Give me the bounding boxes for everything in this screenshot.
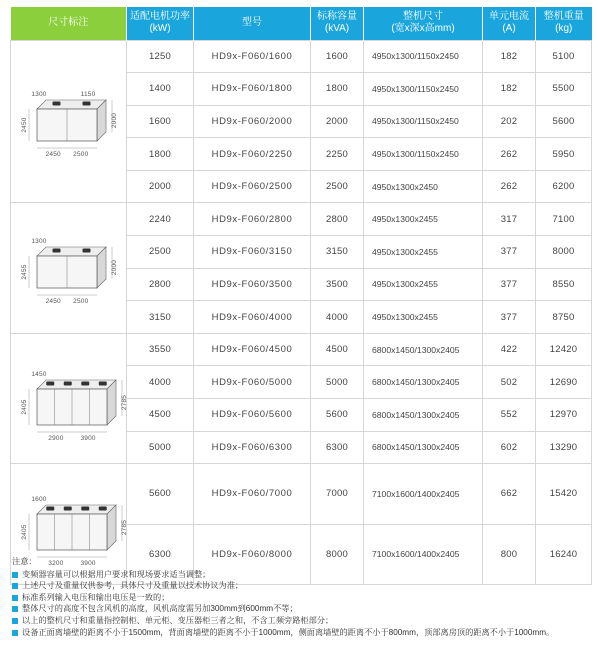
cell-current: 422 [483, 333, 536, 366]
note-item [12, 569, 588, 581]
header-capacity: 标称容量 (kVA) [311, 7, 364, 40]
cell-model: HD9x-F060/3150 [194, 236, 311, 269]
cell-weight: 16240 [536, 524, 592, 585]
dimension-height-right: 2785 [120, 394, 128, 410]
dimension-bottom-left: 3200 [47, 560, 64, 568]
dimension-height-left: 2455 [20, 264, 28, 280]
note-item [12, 592, 588, 604]
note-text: 标准系列输入电压和输出电压是一致的； [22, 592, 170, 602]
cell-weight: 5600 [536, 105, 592, 138]
cell-power: 4500 [127, 399, 194, 432]
cabinet-drawing-cell [11, 40, 127, 203]
header-weight: 整机重量 (kg) [536, 7, 592, 40]
dimension-bottom-right: 3900 [79, 434, 96, 442]
cabinet-drawing [13, 208, 125, 328]
cell-model: HD9x-F060/5600 [194, 399, 311, 432]
cell-power: 1800 [127, 138, 194, 171]
cell-dimension: 7100x1600/1400x2405 [364, 524, 483, 585]
note-item [12, 627, 588, 639]
cell-weight: 6200 [536, 170, 592, 203]
note-text: 上述尺寸及重量仅供参考，具体尺寸及重量以技术协议为准； [22, 581, 244, 591]
cell-power: 3550 [127, 333, 194, 366]
dimension-top-width: 1450 [30, 370, 47, 378]
cell-model: HD9x-F060/5000 [194, 366, 311, 399]
cell-power: 1400 [127, 73, 194, 106]
cell-power: 2800 [127, 268, 194, 301]
dimension-bottom-left: 2450 [45, 298, 61, 306]
dimension-height-right: 2000 [110, 113, 118, 129]
cell-capacity: 4500 [311, 333, 364, 366]
cell-current: 552 [483, 399, 536, 432]
cell-weight: 12420 [536, 333, 592, 366]
cell-current: 182 [483, 40, 536, 73]
cell-power: 4000 [127, 366, 194, 399]
cell-capacity: 4000 [311, 301, 364, 334]
cell-current: 262 [483, 138, 536, 171]
square-bullet-icon [12, 595, 18, 601]
cell-model: HD9x-F060/4000 [194, 301, 311, 334]
dimension-bottom-right: 3900 [79, 560, 96, 568]
notes-list [12, 569, 588, 639]
table-row [11, 333, 592, 366]
cell-power: 2000 [127, 170, 194, 203]
cell-current: 377 [483, 301, 536, 334]
notes [12, 556, 588, 638]
cell-current: 182 [483, 73, 536, 106]
square-bullet-icon [12, 606, 18, 612]
cell-weight: 12970 [536, 399, 592, 432]
cell-model: HD9x-F060/2500 [194, 170, 311, 203]
cell-power: 2500 [127, 236, 194, 269]
cell-current: 262 [483, 170, 536, 203]
cell-model: HD9x-F060/1600 [194, 40, 311, 73]
cell-model: HD9x-F060/2000 [194, 105, 311, 138]
cell-capacity: 8000 [311, 524, 364, 585]
dimension-top-width: 1600 [30, 496, 47, 504]
cell-current: 800 [483, 524, 536, 585]
square-bullet-icon [12, 572, 18, 578]
spec-table [10, 7, 592, 585]
notes-title: 注意： [12, 557, 37, 566]
cell-current: 602 [483, 431, 536, 464]
dimension-top-width: 1300 [30, 91, 47, 99]
cell-capacity: 5000 [311, 366, 364, 399]
cell-dimension: 4950x1300x2455 [364, 203, 483, 236]
table-row [11, 464, 592, 525]
cell-power: 3150 [127, 301, 194, 334]
cell-model: HD9x-F060/7000 [194, 464, 311, 525]
cell-weight: 8550 [536, 268, 592, 301]
cell-weight: 13290 [536, 431, 592, 464]
cell-dimension: 4950x1300x2455 [364, 268, 483, 301]
note-text: 变频器容量可以根据用户要求和现场要求适当调整； [22, 569, 211, 579]
header-current: 单元电流 (A) [483, 7, 536, 40]
table-header-row [11, 7, 592, 40]
square-bullet-icon [12, 630, 18, 636]
cell-model: HD9x-F060/2250 [194, 138, 311, 171]
note-item [12, 615, 588, 627]
cell-weight: 15420 [536, 464, 592, 525]
dimension-bottom-left: 2900 [47, 434, 64, 442]
header-dimension: 整机尺寸 (宽x深x高mm) [364, 7, 483, 40]
cell-capacity: 2500 [311, 170, 364, 203]
cell-capacity: 6300 [311, 431, 364, 464]
cell-capacity: 5600 [311, 399, 364, 432]
cell-power: 6300 [127, 524, 194, 585]
cell-capacity: 1600 [311, 40, 364, 73]
cell-current: 377 [483, 236, 536, 269]
square-bullet-icon [12, 583, 18, 589]
cell-power: 1600 [127, 105, 194, 138]
cell-dimension: 4950x1300x2450 [364, 170, 483, 203]
cell-weight: 5950 [536, 138, 592, 171]
cell-current: 662 [483, 464, 536, 525]
table-row [11, 40, 592, 73]
cell-capacity: 2250 [311, 138, 364, 171]
header-power: 适配电机功率 (kW) [127, 7, 194, 40]
table-body [11, 40, 592, 585]
cell-dimension: 4950x1300/1150x2450 [364, 138, 483, 171]
cell-weight: 7100 [536, 203, 592, 236]
note-text: 以上的整机尺寸和重量指控制柜、单元柜、变压器柜三者之和，不含工频旁路柜部分； [22, 615, 334, 625]
cell-current: 377 [483, 268, 536, 301]
dimension-bottom-right: 2500 [72, 151, 88, 159]
dimension-top-depth: 1150 [80, 91, 95, 99]
cell-power: 1250 [127, 40, 194, 73]
cell-current: 202 [483, 105, 536, 138]
square-bullet-icon [12, 618, 18, 624]
cell-capacity: 3500 [311, 268, 364, 301]
cell-dimension: 4950x1300x2455 [364, 301, 483, 334]
cell-model: HD9x-F060/3500 [194, 268, 311, 301]
cell-weight: 12690 [536, 366, 592, 399]
dimension-height-right: 2785 [120, 520, 128, 536]
note-text: 整体尺寸的高度不包含风机的高度，风机高度需另加300mm到600mm不等； [22, 604, 298, 614]
cabinet-drawing-cell [11, 333, 127, 463]
cabinet-drawing-cell [11, 203, 127, 333]
cell-dimension: 4950x1300/1150x2450 [364, 105, 483, 138]
cell-model: HD9x-F060/4500 [194, 333, 311, 366]
cell-dimension: 4950x1300/1150x2450 [364, 40, 483, 73]
cell-power: 5000 [127, 431, 194, 464]
cell-model: HD9x-F060/2800 [194, 203, 311, 236]
cell-model: HD9x-F060/8000 [194, 524, 311, 585]
cell-capacity: 2800 [311, 203, 364, 236]
cell-current: 502 [483, 366, 536, 399]
cell-dimension: 4950x1300x2455 [364, 236, 483, 269]
cell-weight: 8750 [536, 301, 592, 334]
cell-model: HD9x-F060/1800 [194, 73, 311, 106]
cell-model: HD9x-F060/6300 [194, 431, 311, 464]
dimension-top-width: 1300 [30, 238, 47, 246]
cell-capacity: 7000 [311, 464, 364, 525]
cell-capacity: 3150 [311, 236, 364, 269]
header-size: 尺寸标注 [11, 7, 127, 40]
cell-power: 2240 [127, 203, 194, 236]
dimension-bottom-right: 2500 [72, 298, 88, 306]
cabinet-drawing [13, 339, 128, 459]
cell-weight: 5100 [536, 40, 592, 73]
cell-weight: 8000 [536, 236, 592, 269]
cell-dimension: 6800x1450/1300x2405 [364, 431, 483, 464]
dimension-height-left: 2405 [20, 524, 28, 540]
cell-weight: 5500 [536, 73, 592, 106]
cell-capacity: 2000 [311, 105, 364, 138]
cell-power: 5600 [127, 464, 194, 525]
header-model: 型号 [194, 7, 311, 40]
dimension-height-left: 2405 [20, 398, 28, 415]
cabinet-drawing [13, 61, 125, 181]
table-row [11, 203, 592, 236]
cell-dimension: 6800x1450/1300x2405 [364, 366, 483, 399]
cell-dimension: 7100x1600/1400x2405 [364, 464, 483, 525]
cell-dimension: 4950x1300/1150x2450 [364, 73, 483, 106]
cell-dimension: 6800x1450/1300x2405 [364, 399, 483, 432]
cell-dimension: 6800x1450/1300x2405 [364, 333, 483, 366]
note-item [12, 580, 588, 592]
note-item [12, 603, 588, 615]
dimension-height-right: 2000 [110, 260, 118, 276]
cell-capacity: 1800 [311, 73, 364, 106]
dimension-height-left: 2450 [20, 117, 28, 134]
cell-current: 317 [483, 203, 536, 236]
note-text: 设备正面离墙壁的距离不小于1500mm，背面离墙壁的距离不小于1000mm，侧面离墙壁的距离不小于800mm，顶部离房顶的距离不小于1000mm。 [22, 627, 555, 637]
dimension-bottom-left: 2450 [45, 151, 61, 159]
